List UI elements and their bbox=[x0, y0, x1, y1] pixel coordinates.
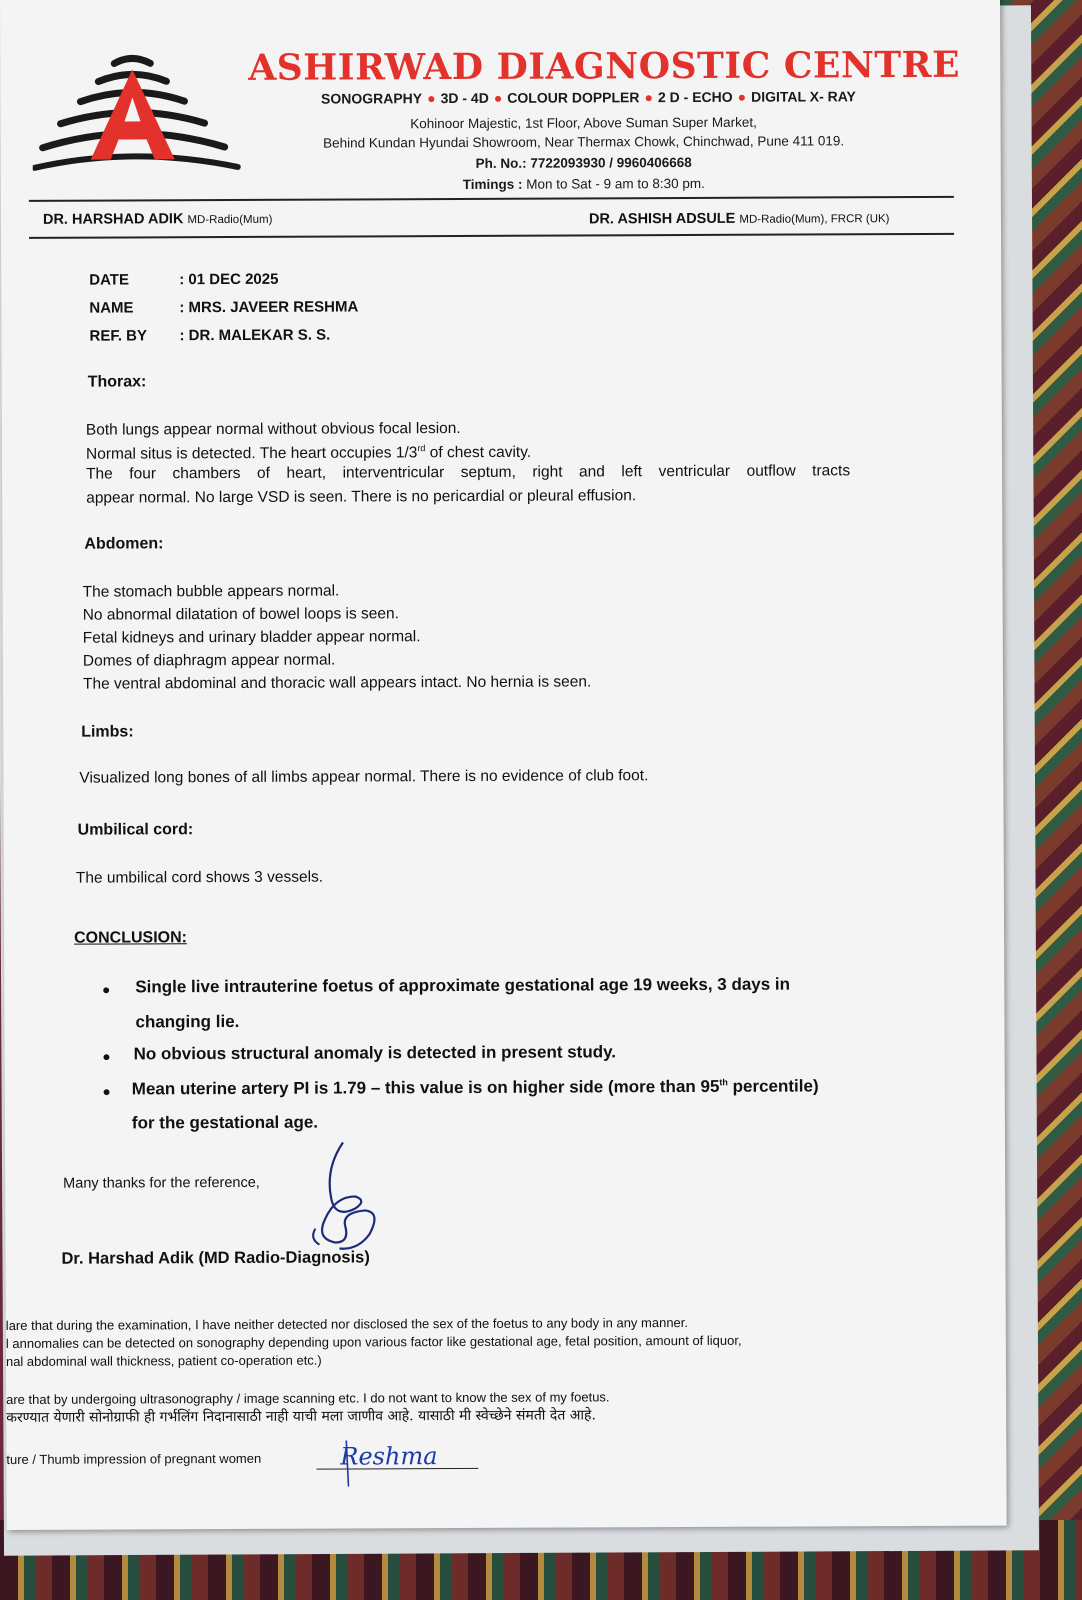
service-item: 2 D - ECHO bbox=[657, 88, 733, 106]
doctor-left: DR. HARSHAD ADIK MD-Radio(Mum) bbox=[42, 211, 273, 228]
thanks-line: Many thanks for the reference, bbox=[63, 1174, 260, 1192]
service-item: DIGITAL X- RAY bbox=[751, 88, 856, 105]
conclusion-line: Mean uterine artery PI is 1.79 – this value is on higher side (more than 95th percentile) bbox=[131, 1076, 819, 1099]
consent-line: are that by undergoing ultrasonography / image scanning etc. I do not want to know the sex of my foetus. bbox=[6, 1389, 610, 1407]
name-row: NAME : MRS. JAVEER RESHMA bbox=[89, 298, 359, 317]
ref-row: REF. BY : DR. MALEKAR S. S. bbox=[89, 326, 331, 345]
address-line-2: Behind Kundan Hyundai Showroom, Near Thermax Chowk, Chinchwad, Pune 411 019. bbox=[323, 133, 845, 151]
bullet-icon: • bbox=[102, 1079, 111, 1105]
bullet-icon: • bbox=[102, 1044, 111, 1070]
conclusion-line: for the gestational age. bbox=[131, 1112, 319, 1133]
abdomen-heading: Abdomen: bbox=[84, 535, 164, 553]
abdomen-line: Fetal kidneys and urinary bladder appear normal. bbox=[82, 628, 421, 647]
header-rule-bottom bbox=[29, 233, 954, 239]
bullet-icon: • bbox=[102, 977, 111, 1003]
thorax-line: appear normal. No large VSD is seen. There is no pericardial or pleural effusion. bbox=[86, 487, 637, 507]
address-line-1: Kohinoor Majestic, 1st Floor, Above Suman Super Market, bbox=[410, 114, 757, 132]
cord-line: The umbilical cord shows 3 vessels. bbox=[75, 868, 324, 887]
cord-heading: Umbilical cord: bbox=[77, 821, 194, 839]
services-list: SONOGRAPHY ● 3D - 4D ● COLOUR DOPPLER ● 2 D - ECHO ● DIGITAL X- RAY bbox=[320, 88, 856, 107]
signer-name: Dr. Harshad Adik (MD Radio-Diagnosis) bbox=[61, 1248, 370, 1268]
thorax-line: Both lungs appear normal without obvious focal lesion. bbox=[85, 419, 461, 439]
conclusion-line: changing lie. bbox=[135, 1011, 240, 1032]
thorax-heading: Thorax: bbox=[87, 373, 147, 391]
sign-label: ture / Thumb impression of pregnant women bbox=[6, 1450, 262, 1467]
service-item: SONOGRAPHY bbox=[320, 90, 423, 107]
thorax-line: Normal situs is detected. The heart occupies 1/3rd of chest cavity. bbox=[85, 443, 532, 463]
doctor-right: DR. ASHISH ADSULE MD-Radio(Mum), FRCR (UK) bbox=[588, 210, 890, 228]
patient-signature bbox=[336, 1430, 446, 1490]
header-rule-top bbox=[29, 196, 954, 202]
patient-signature-text: Reshma bbox=[340, 1442, 438, 1471]
service-item: COLOUR DOPPLER bbox=[507, 89, 640, 106]
abdomen-line: The stomach bubble appears normal. bbox=[82, 582, 340, 601]
centre-name: ASHIRWAD DIAGNOSTIC CENTRE bbox=[248, 43, 961, 89]
limbs-line: Visualized long bones of all limbs appear normal. There is no evidence of club foot. bbox=[79, 767, 649, 787]
declaration-line: nal abdominal wall thickness, patient co-operation etc.) bbox=[5, 1352, 322, 1369]
abdomen-line: The ventral abdominal and thoracic wall appears intact. No hernia is seen. bbox=[82, 673, 592, 693]
declaration-line: l annomalies can be detected on sonography depending upon various factor like gestational age, fetal position, amount of liquor, bbox=[5, 1332, 742, 1351]
conclusion-line: No obvious structural anomaly is detected in present study. bbox=[133, 1042, 617, 1064]
abdomen-line: Domes of diaphragm appear normal. bbox=[82, 651, 336, 670]
timings-line: Timings : Mon to Sat - 9 am to 8:30 pm. bbox=[462, 175, 705, 192]
date-row: DATE : 01 DEC 2025 bbox=[89, 270, 279, 289]
conclusion-line: Single live intrauterine foetus of approximate gestational age 19 weeks, 3 days in bbox=[135, 974, 791, 997]
service-item: 3D - 4D bbox=[440, 89, 489, 107]
conclusion-heading: CONCLUSION: bbox=[74, 929, 188, 947]
centre-logo-icon bbox=[32, 49, 243, 185]
consent-marathi: करण्यात येणारी सोनोग्राफी ही गर्भलिंग निदानासाठी नाही याची मला जाणीव आहे. यासाठी मी स्वेच्छेने संमती देत आहे. bbox=[6, 1407, 596, 1426]
limbs-heading: Limbs: bbox=[81, 723, 134, 741]
phone-line: Ph. No.: 7722093930 / 9960406668 bbox=[475, 154, 692, 171]
declaration-line: lare that during the examination, I have neither detected nor disclosed the sex of the foetus to any body in any manner. bbox=[5, 1315, 689, 1333]
thorax-line: The four chambers of heart, interventricular septum, right and left ventricular outflow tracts bbox=[86, 462, 851, 483]
abdomen-line: No abnormal dilatation of bowel loops is seen. bbox=[82, 605, 399, 624]
